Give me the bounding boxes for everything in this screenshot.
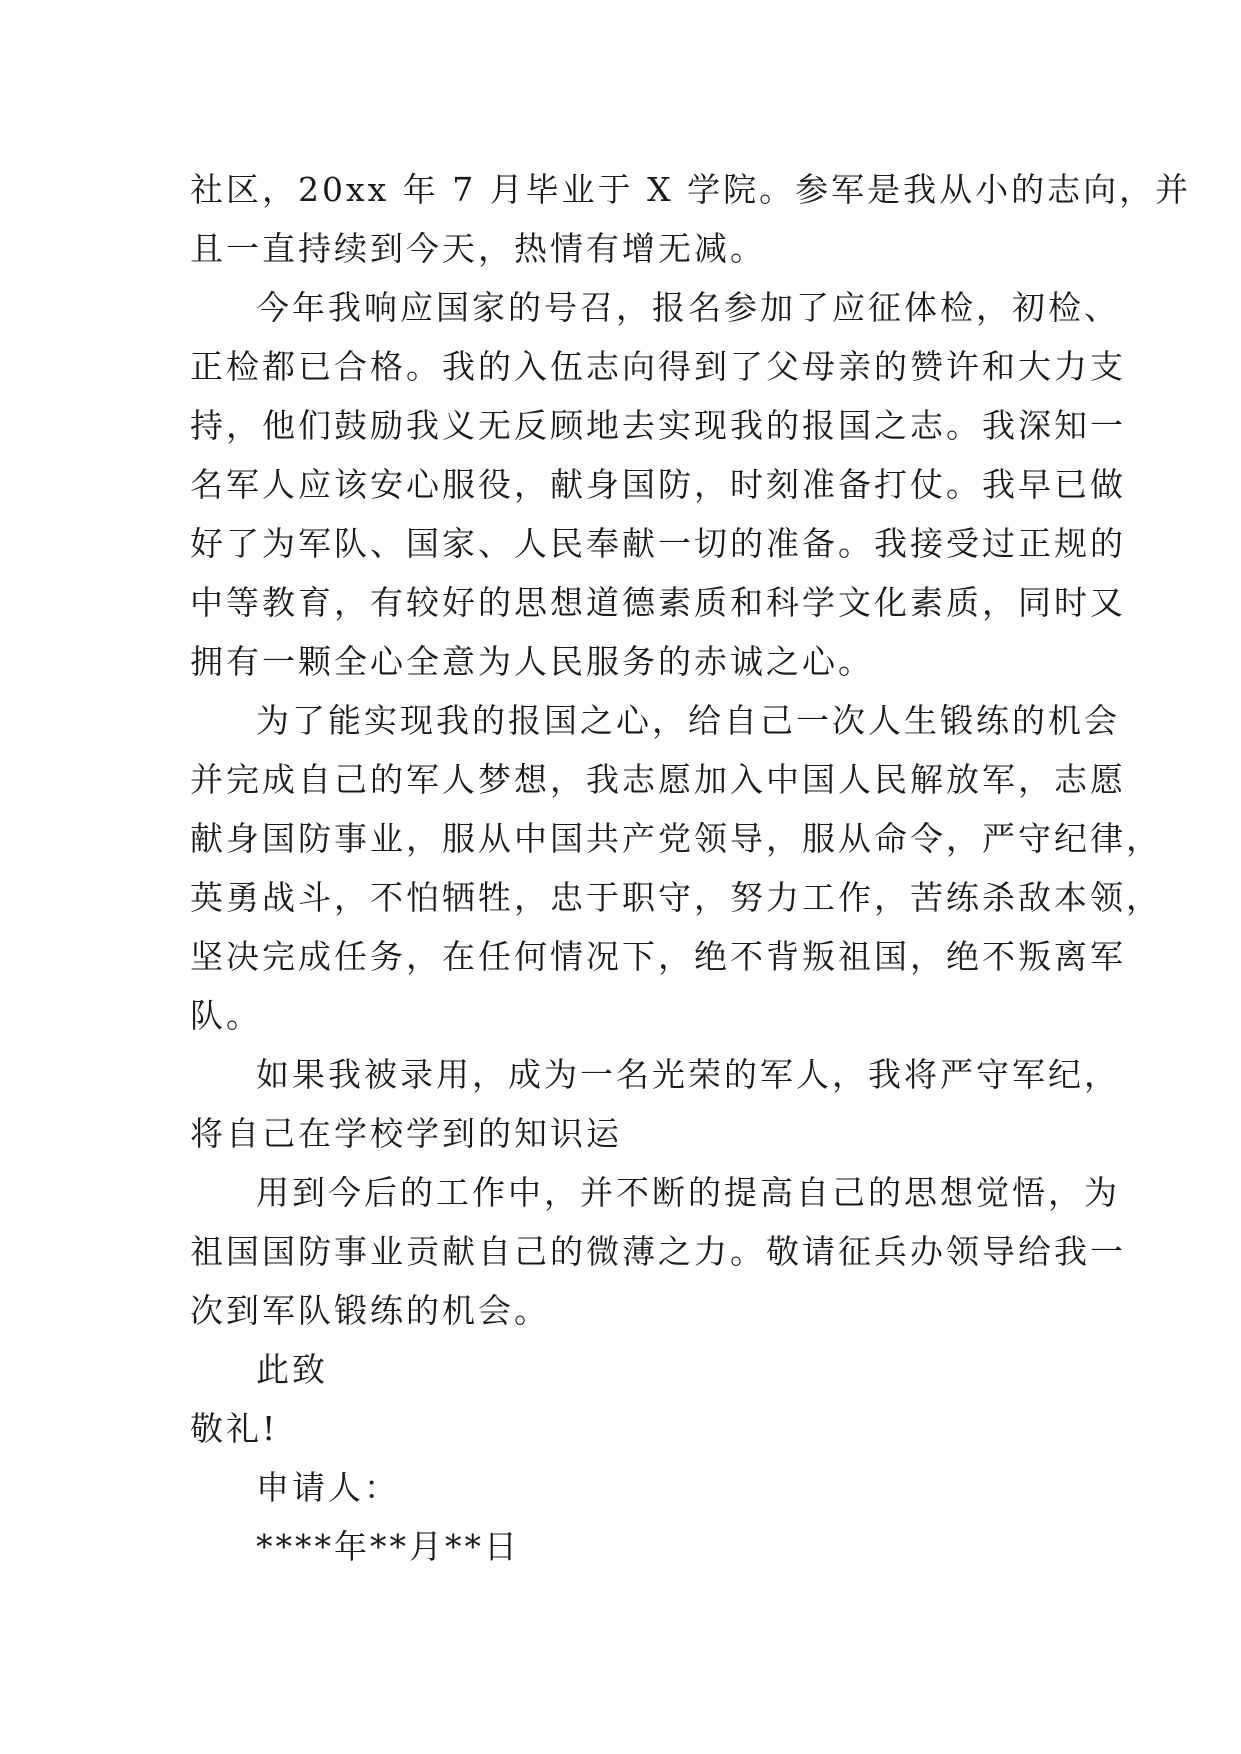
body-line: 英勇战斗，不怕牺牲，忠于职守，努力工作，苦练杀敌本领， xyxy=(190,878,1162,917)
body-line: 次到军队锻练的机会。 xyxy=(190,1291,550,1330)
applicant-label: 申请人： xyxy=(256,1468,400,1507)
body-line: 队。 xyxy=(190,996,262,1035)
paragraph-start-line: 为了能实现我的报国之心，给自己一次人生锻练的机会 xyxy=(256,701,1120,740)
body-line: 正检都已合格。我的入伍志向得到了父母亲的赞许和大力支 xyxy=(190,347,1126,386)
body-line: 名军人应该安心服役，献身国防，时刻准备打仗。我早已做 xyxy=(190,465,1126,504)
paragraph-start-line: 用到今后的工作中，并不断的提高自己的思想觉悟，为 xyxy=(256,1173,1120,1212)
date-line: ****年**月**日 xyxy=(256,1527,520,1566)
body-line: 中等教育，有较好的思想道德素质和科学文化素质，同时又 xyxy=(190,583,1126,622)
body-line: 好了为军队、国家、人民奉献一切的准备。我接受过正规的 xyxy=(190,524,1126,563)
body-line: 将自己在学校学到的知识运 xyxy=(190,1114,622,1153)
paragraph-start-line: 今年我响应国家的号召，报名参加了应征体检，初检、 xyxy=(256,288,1120,327)
body-line: 坚决完成任务，在任何情况下，绝不背叛祖国，绝不叛离军 xyxy=(190,937,1126,976)
body-line: 持，他们鼓励我义无反顾地去实现我的报国之志。我深知一 xyxy=(190,406,1126,445)
letter-body xyxy=(190,160,1192,1576)
body-line: 献身国防事业，服从中国共产党领导，服从命令，严守纪律， xyxy=(190,819,1162,858)
body-line: 祖国国防事业贡献自己的微薄之力。敬请征兵办领导给我一 xyxy=(190,1232,1126,1271)
paragraph-start-line: 如果我被录用，成为一名光荣的军人，我将严守军纪， xyxy=(256,1055,1120,1094)
body-line: 拥有一颗全心全意为人民服务的赤诚之心。 xyxy=(190,642,874,681)
body-line: 社区，20xx 年 7 月毕业于 X 学院。参军是我从小的志向，并 xyxy=(190,170,1192,209)
salutation: 敬礼! xyxy=(190,1409,279,1448)
body-line: 且一直持续到今天，热情有增无减。 xyxy=(190,229,766,268)
body-line: 并完成自己的军人梦想，我志愿加入中国人民解放军，志愿 xyxy=(190,760,1126,799)
closing-phrase: 此致 xyxy=(256,1350,328,1389)
